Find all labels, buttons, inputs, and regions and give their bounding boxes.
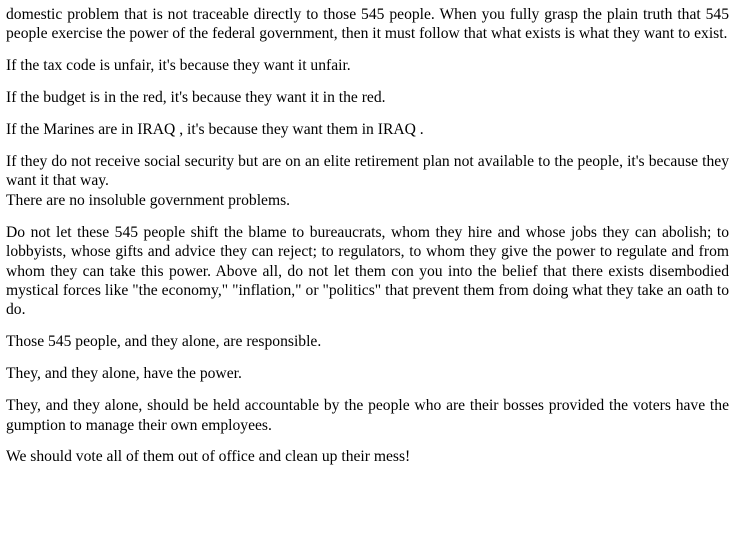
paragraph-text: If the Marines are in IRAQ , it's because they want them in IRAQ . xyxy=(6,121,424,139)
paragraph-text: domestic problem that is not traceable directly to those 545 people. When you fully grasp the plain truth that 545 people exercise the power of the federal government, then it must follow that what exists is what they want to exist. xyxy=(6,6,729,43)
paragraph-text: Do not let these 545 people shift the blame to bureaucrats, whom they hire and whose jobs they can abolish; to lobbyists, whose gifts and advice they can reject; to regulators, to whom they give the power to regulate and from whom they can take this power. Above all, do not let them con you into the belief that there exists disembodied mystical forces like "the economy," "inflation," or "politics" that prevent them from doing what they take an oath to do. xyxy=(6,223,729,319)
paragraph-text: They, and they alone, have the power. xyxy=(6,365,242,383)
paragraph-6 xyxy=(6,223,729,320)
paragraph-text: Those 545 people, and they alone, are responsible. xyxy=(6,333,322,351)
paragraph-9 xyxy=(6,396,729,435)
paragraph-text: If the budget is in the red, it's because they want it in the red. xyxy=(6,89,386,107)
paragraph-4 xyxy=(6,120,729,139)
paragraph-7 xyxy=(6,332,729,351)
paragraph-2 xyxy=(6,56,729,75)
paragraph-text: If the tax code is unfair, it's because they want it unfair. xyxy=(6,57,351,75)
paragraph-text: They, and they alone, should be held accountable by the people who are their bosses provided the voters have the gumption to manage their own employees. xyxy=(6,397,729,434)
paragraph-5 xyxy=(6,152,729,210)
paragraph-text: We should vote all of them out of office and clean up their mess! xyxy=(6,448,411,466)
paragraph-8 xyxy=(6,364,729,383)
paragraph-3 xyxy=(6,88,729,107)
paragraph-10 xyxy=(6,447,729,466)
paragraph-text: There are no insoluble government problems. xyxy=(6,191,291,209)
paragraph-text: If they do not receive social security but are on an elite retirement plan not available to the people, it's because they want it that way. xyxy=(6,153,729,190)
paragraph-1 xyxy=(6,5,729,44)
